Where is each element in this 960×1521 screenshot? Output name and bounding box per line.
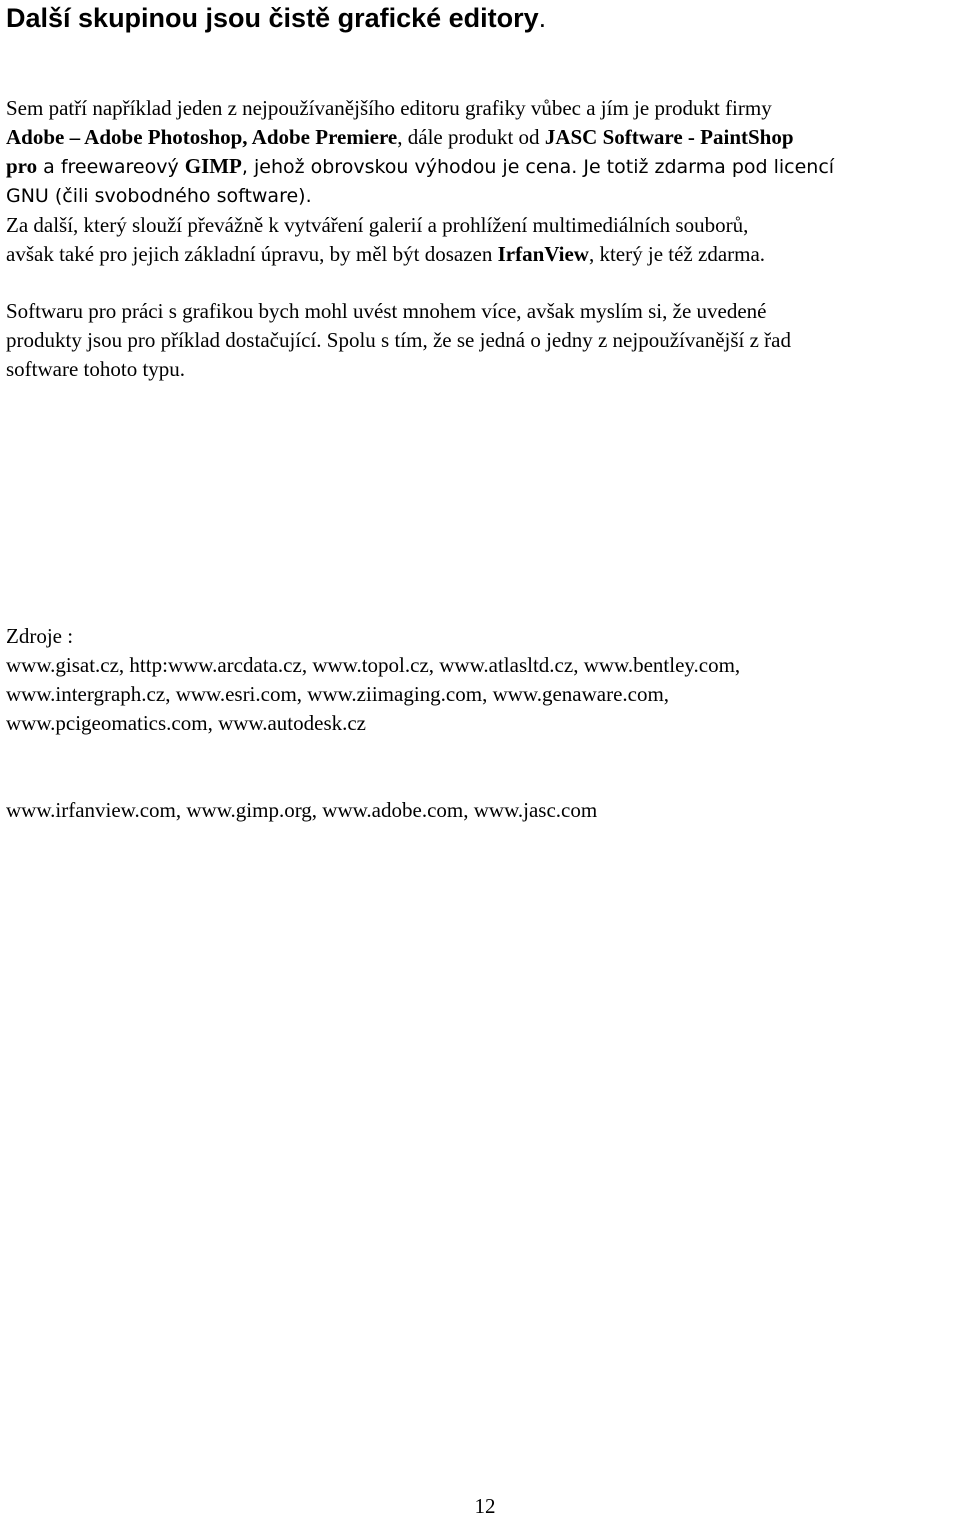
page-number: 12 xyxy=(474,1494,496,1518)
text-line: Softwaru pro práci s grafikou bych mohl uvést mnohem více, avšak myslím si, že uvedené xyxy=(6,299,767,323)
sources-line: www.pcigeomatics.com, www.autodesk.cz xyxy=(6,711,367,735)
heading-period: . xyxy=(538,3,547,33)
text-line: software tohoto typu. xyxy=(6,357,186,381)
sources-section xyxy=(6,622,951,738)
product-irfanview: IrfanView xyxy=(497,242,589,266)
text-line: Sem patří například jeden z nejpoužívanějšího editoru grafiky vůbec a jím je produkt firmy xyxy=(6,96,772,120)
text-line: pro a freewareový GIMP, jehož obrovskou výhodou je cena. Je totiž zdarma pod licencí xyxy=(6,154,835,178)
paragraph-graphics-editors xyxy=(6,94,951,269)
text-line: Za další, který slouží převážně k vytváření galerií a prohlížení multimediálních souborů, xyxy=(6,213,749,237)
product-adobe: Adobe – Adobe Photoshop, Adobe Premiere xyxy=(6,125,398,149)
heading-text: Další skupinou jsou čistě grafické editory xyxy=(6,3,539,33)
sources-line: www.gisat.cz, http:www.arcdata.cz, www.topol.cz, www.atlasltd.cz, www.bentley.com, xyxy=(6,653,741,677)
product-gimp: GIMP xyxy=(184,154,242,178)
sources-section-software xyxy=(6,796,951,825)
sources-line: www.irfanview.com, www.gimp.org, www.adobe.com, www.jasc.com xyxy=(6,798,598,822)
text-line: GNU (čili svobodného software). xyxy=(6,185,312,207)
text-line: Adobe – Adobe Photoshop, Adobe Premiere, dále produkt od JASC Software - PaintShop xyxy=(6,125,794,149)
text-line: produkty jsou pro příklad dostačující. Spolu s tím, že se jedná o jedny z nejpoužívanější z řad xyxy=(6,328,791,352)
section-heading xyxy=(6,0,546,36)
sources-line: www.intergraph.cz, www.esri.com, www.ziimaging.com, www.genaware.com, xyxy=(6,682,670,706)
paragraph-conclusion xyxy=(6,297,951,384)
product-jasc: JASC Software - PaintShop xyxy=(544,125,794,149)
sources-label: Zdroje : xyxy=(6,624,74,648)
text-line: avšak také pro jejich základní úpravu, by měl být dosazen IrfanView, který je též zdarma. xyxy=(6,242,766,266)
